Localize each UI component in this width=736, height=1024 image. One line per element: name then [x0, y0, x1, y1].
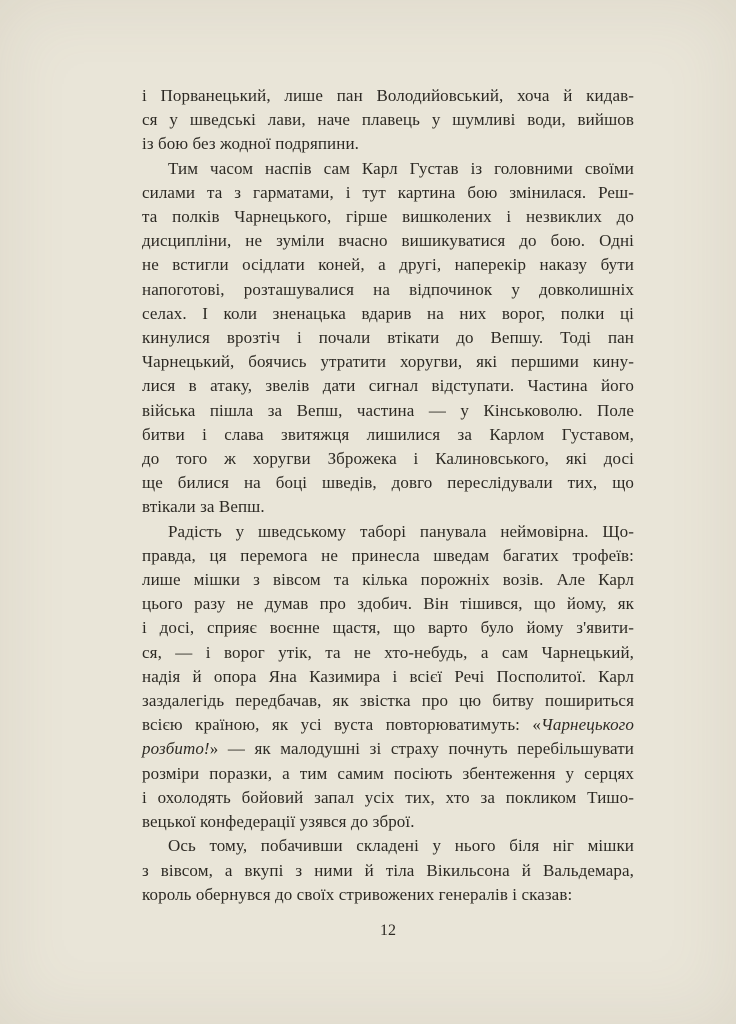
text-line: надія й опора Яна Казимира і всієї Речі Посполитої. Карл [142, 666, 634, 686]
text-line: до того ж хоругви Зброжека і Калиновського, які досі [142, 449, 634, 469]
text-line: лише мішки з вівсом та кілька порожніх возів. Але Карл [142, 570, 634, 590]
text-line: правда, ця перемога не принесла шведам багатих трофеїв: [142, 545, 634, 565]
text-line: не встигли осідлати коней, а другі, наперекір наказу бути [142, 255, 634, 275]
text-line: і досі, сприяє воєнне щастя, що варто було йому з'явити- [142, 618, 634, 638]
text-line: ся, — і ворог утік, та не хто-небудь, а сам Чарнецький, [142, 642, 634, 662]
text-line: битви і слава звитяжця лишилися за Карлом Густавом, [142, 424, 634, 444]
text-line: Тим часом наспів сам Карл Густав із головними своїми [168, 158, 634, 178]
text-line: силами та з гарматами, і тут картина бою змінилася. Реш- [142, 182, 634, 202]
text-line [142, 713, 634, 737]
text-line: дисципліни, не зуміли вчасно вишикуватися до бою. Одні [142, 231, 634, 251]
text-line: ще билися на боці шведів, довго переслідували тих, що [142, 473, 634, 493]
text-line: Радість у шведському таборі панувала неймовірна. Що- [168, 521, 634, 541]
text-line: війська пішла за Вепш, частина — у Кінськоволю. Поле [142, 400, 634, 420]
page-number: 12 [380, 922, 396, 939]
italic-text-segment: розбито! [142, 739, 210, 759]
text-line: Чарнецький, боячись утратити хоругви, які першими кину- [142, 352, 634, 372]
text-line: селах. І коли зненацька вдарив на них ворог, полки ці [142, 303, 634, 323]
text-line: з вівсом, а вкупі з ними й тіла Вікильсона й Вальдемара, [142, 860, 634, 880]
text-line: втікали за Вепш. [142, 497, 265, 517]
text-line: і охолодять бойовий запал усіх тих, хто за покликом Тишо- [142, 787, 634, 807]
text-line: заздалегідь передбачав, як звістка про цю битву пошириться [142, 691, 634, 711]
text-line: кинулися врозтіч і почали втікати до Вепшу. Тоді пан [142, 328, 634, 348]
page-text-block [142, 84, 634, 907]
text-line: цього разу не думав про здобич. Він тішився, що йому, як [142, 594, 634, 614]
text-line: та полків Чарнецького, гірше вишколених і незвиклих до [142, 207, 634, 227]
text-line: із бою без жодної подряпини. [142, 134, 360, 154]
text-line: лися в атаку, звелів дати сигнал відступати. Частина його [142, 376, 634, 396]
text-line [142, 737, 634, 761]
text-line: вецької конфедерації узявся до зброї. [142, 812, 415, 832]
text-segment: » — як малодушні зі страху почнуть перебільшувати [209, 739, 634, 759]
text-line: розміри поразки, а тим самим посіють збентеження у серцях [142, 763, 634, 783]
text-line: і Порванецький, лише пан Володийовський, хоча й кидав- [142, 86, 634, 105]
italic-text-segment: Чарнецького [541, 715, 634, 735]
text-line: Ось тому, побачивши складені у нього біля ніг мішки [168, 836, 634, 856]
text-line: король обернувся до своїх стривожених генералів і сказав: [142, 884, 573, 904]
text-line: напоготові, розташувалися на відпочинок у довколишніх [142, 279, 634, 299]
text-line: ся у шведські лави, наче плавець у шумливі води, вийшов [142, 110, 634, 130]
text-segment: всією країною, як усі вуста повторюватимуть: « [142, 715, 542, 735]
